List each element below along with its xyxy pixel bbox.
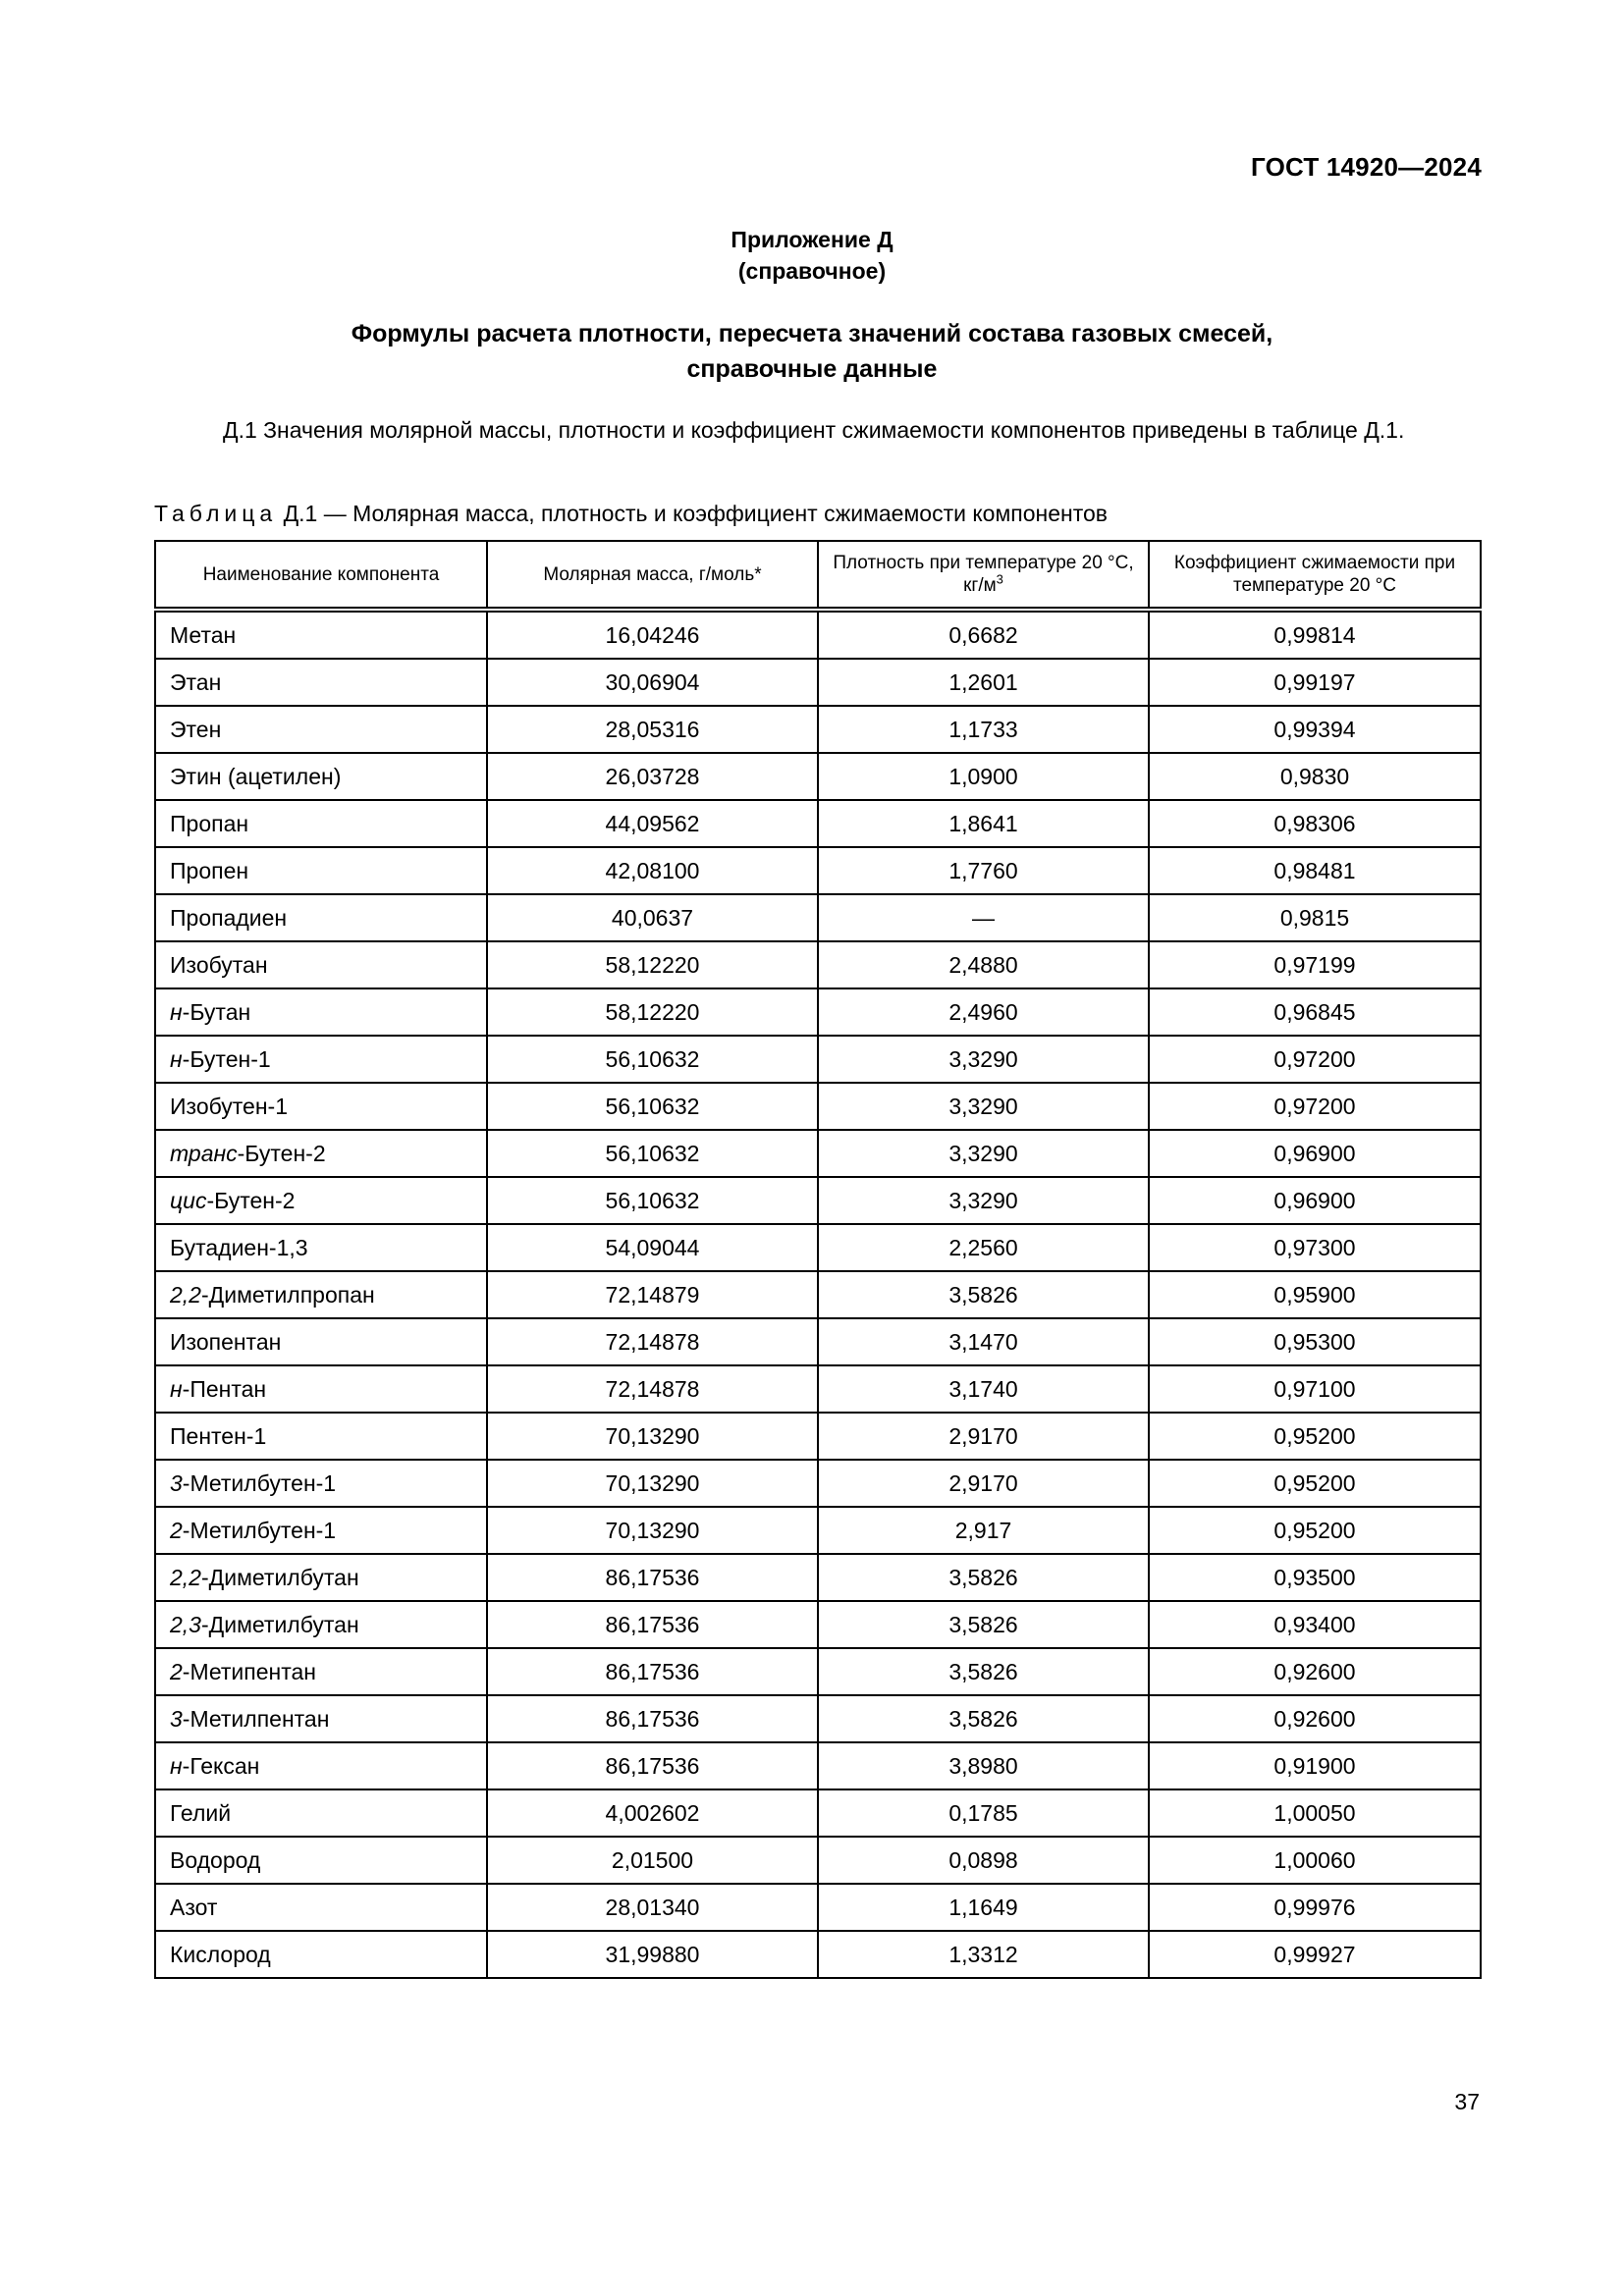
cell-molar-mass: 86,17536 xyxy=(487,1648,818,1695)
component-name-prefix: н xyxy=(170,1752,183,1779)
cell-molar-mass: 86,17536 xyxy=(487,1601,818,1648)
cell-component-name xyxy=(155,1036,487,1083)
table-row xyxy=(155,1884,1481,1931)
cell-component-name xyxy=(155,1507,487,1554)
cell-component-name xyxy=(155,1271,487,1318)
cell-molar-mass: 86,17536 xyxy=(487,1742,818,1789)
cell-molar-mass: 42,08100 xyxy=(487,847,818,894)
cell-component-name xyxy=(155,1554,487,1601)
standard-code: ГОСТ 14920—2024 xyxy=(1251,152,1482,182)
cell-compressibility: 0,98306 xyxy=(1149,800,1481,847)
cell-component-name xyxy=(155,894,487,941)
cell-component-name xyxy=(155,941,487,988)
cell-density: 3,3290 xyxy=(818,1083,1149,1130)
cell-compressibility: 0,95200 xyxy=(1149,1507,1481,1554)
cell-compressibility: 0,92600 xyxy=(1149,1648,1481,1695)
cell-molar-mass: 70,13290 xyxy=(487,1413,818,1460)
cell-component-name xyxy=(155,1083,487,1130)
component-name-text: Изобутен-1 xyxy=(170,1093,288,1119)
table-body xyxy=(155,610,1481,1978)
cell-component-name xyxy=(155,988,487,1036)
component-name-prefix: 2,3 xyxy=(170,1611,201,1637)
component-name-prefix: н xyxy=(170,1375,183,1402)
cell-compressibility: 0,95200 xyxy=(1149,1413,1481,1460)
cell-molar-mass: 72,14879 xyxy=(487,1271,818,1318)
cell-molar-mass: 72,14878 xyxy=(487,1318,818,1365)
cell-compressibility: 0,97300 xyxy=(1149,1224,1481,1271)
cell-density: 0,0898 xyxy=(818,1837,1149,1884)
cell-compressibility: 0,96900 xyxy=(1149,1130,1481,1177)
component-name-text: -Бутан xyxy=(182,998,251,1025)
table-row xyxy=(155,1083,1481,1130)
appendix-heading xyxy=(0,224,1624,287)
cell-component-name xyxy=(155,1365,487,1413)
table-row xyxy=(155,1931,1481,1978)
cell-component-name xyxy=(155,1789,487,1837)
cell-compressibility: 0,99976 xyxy=(1149,1884,1481,1931)
cell-compressibility: 1,00050 xyxy=(1149,1789,1481,1837)
component-name-prefix: 2,2 xyxy=(170,1564,201,1590)
components-table xyxy=(154,540,1482,1979)
cell-compressibility: 0,92600 xyxy=(1149,1695,1481,1742)
cell-compressibility: 0,96845 xyxy=(1149,988,1481,1036)
table-row xyxy=(155,1318,1481,1365)
component-name-text: Пропан xyxy=(170,810,249,836)
header-component-name: Наименование компонента xyxy=(155,541,487,610)
cell-density: 1,0900 xyxy=(818,753,1149,800)
table-row xyxy=(155,988,1481,1036)
component-name-text: -Диметилпропан xyxy=(200,1281,375,1308)
table-row xyxy=(155,1130,1481,1177)
component-name-text: Гелий xyxy=(170,1799,232,1826)
table-row xyxy=(155,1742,1481,1789)
cell-molar-mass: 86,17536 xyxy=(487,1554,818,1601)
cell-density: 1,2601 xyxy=(818,659,1149,706)
component-name-prefix: 2 xyxy=(170,1517,183,1543)
cell-density: 0,6682 xyxy=(818,610,1149,659)
cell-compressibility: 0,95900 xyxy=(1149,1271,1481,1318)
cell-density: 3,8980 xyxy=(818,1742,1149,1789)
cell-compressibility: 0,91900 xyxy=(1149,1742,1481,1789)
cell-compressibility: 0,95200 xyxy=(1149,1460,1481,1507)
table-row xyxy=(155,1837,1481,1884)
section-title xyxy=(0,316,1624,387)
cell-compressibility: 0,93400 xyxy=(1149,1601,1481,1648)
table-row xyxy=(155,1365,1481,1413)
cell-molar-mass: 44,09562 xyxy=(487,800,818,847)
cell-molar-mass: 28,05316 xyxy=(487,706,818,753)
cell-molar-mass: 54,09044 xyxy=(487,1224,818,1271)
table-row xyxy=(155,1695,1481,1742)
component-name-text: -Гексан xyxy=(182,1752,260,1779)
component-name-text: Изопентан xyxy=(170,1328,282,1355)
cell-density: 2,917 xyxy=(818,1507,1149,1554)
cell-density: — xyxy=(818,894,1149,941)
cell-molar-mass: 28,01340 xyxy=(487,1884,818,1931)
component-name-text: -Метилбутен-1 xyxy=(182,1517,337,1543)
cell-component-name xyxy=(155,1742,487,1789)
table-caption-text: Д.1 — Молярная масса, плотность и коэффициент сжимаемости компонентов xyxy=(283,501,1108,526)
cell-molar-mass: 31,99880 xyxy=(487,1931,818,1978)
table-row xyxy=(155,1224,1481,1271)
table-row xyxy=(155,1601,1481,1648)
cell-molar-mass: 70,13290 xyxy=(487,1507,818,1554)
appendix-title: Приложение Д xyxy=(731,227,893,252)
cell-compressibility: 0,9815 xyxy=(1149,894,1481,941)
intro-paragraph: Д.1 Значения молярной массы, плотности и коэффициент сжимаемости компонентов приведены в таблице Д.1. xyxy=(223,417,1405,443)
cell-density: 1,8641 xyxy=(818,800,1149,847)
table-row xyxy=(155,847,1481,894)
cell-molar-mass: 2,01500 xyxy=(487,1837,818,1884)
cell-component-name xyxy=(155,847,487,894)
component-name-text: Пропадиен xyxy=(170,904,288,931)
cell-molar-mass: 56,10632 xyxy=(487,1036,818,1083)
table-caption xyxy=(154,501,1108,527)
cell-density: 2,4960 xyxy=(818,988,1149,1036)
table-row xyxy=(155,706,1481,753)
table-row xyxy=(155,1648,1481,1695)
header-density xyxy=(818,541,1149,610)
cell-density: 3,3290 xyxy=(818,1130,1149,1177)
component-name-prefix: 3 xyxy=(170,1705,183,1732)
table-row xyxy=(155,1789,1481,1837)
cell-density: 1,3312 xyxy=(818,1931,1149,1978)
cell-compressibility: 0,97200 xyxy=(1149,1036,1481,1083)
cell-compressibility: 0,95300 xyxy=(1149,1318,1481,1365)
cell-density: 2,4880 xyxy=(818,941,1149,988)
cell-compressibility: 0,97199 xyxy=(1149,941,1481,988)
cell-compressibility: 0,97200 xyxy=(1149,1083,1481,1130)
cell-density: 2,9170 xyxy=(818,1413,1149,1460)
component-name-text: Кислород xyxy=(170,1941,271,1967)
cell-molar-mass: 40,0637 xyxy=(487,894,818,941)
cell-molar-mass: 30,06904 xyxy=(487,659,818,706)
cell-component-name xyxy=(155,1648,487,1695)
table-row xyxy=(155,659,1481,706)
table-row xyxy=(155,1554,1481,1601)
cell-compressibility: 0,99927 xyxy=(1149,1931,1481,1978)
header-density-exponent: 3 xyxy=(996,571,1003,587)
table-row xyxy=(155,800,1481,847)
component-name-text: -Диметилбутан xyxy=(200,1564,359,1590)
component-name-text: -Бутен-2 xyxy=(237,1140,326,1166)
cell-density: 0,1785 xyxy=(818,1789,1149,1837)
component-name-text: -Диметилбутан xyxy=(200,1611,359,1637)
table-header-row xyxy=(155,541,1481,610)
cell-density: 3,1470 xyxy=(818,1318,1149,1365)
cell-density: 3,5826 xyxy=(818,1648,1149,1695)
cell-density: 3,3290 xyxy=(818,1036,1149,1083)
component-name-text: Пентен-1 xyxy=(170,1422,267,1449)
component-name-text: -Пентан xyxy=(182,1375,267,1402)
component-name-prefix: 2 xyxy=(170,1658,183,1684)
cell-component-name xyxy=(155,753,487,800)
cell-molar-mass: 56,10632 xyxy=(487,1083,818,1130)
component-name-prefix: н xyxy=(170,1045,183,1072)
cell-compressibility: 1,00060 xyxy=(1149,1837,1481,1884)
table-row xyxy=(155,1177,1481,1224)
cell-component-name xyxy=(155,1318,487,1365)
page-number: 37 xyxy=(1454,2089,1480,2114)
cell-component-name xyxy=(155,659,487,706)
component-name-text: Метан xyxy=(170,621,237,648)
appendix-subtitle: (справочное) xyxy=(737,258,887,284)
header-compressibility: Коэффициент сжимаемости при температуре 20 °С xyxy=(1149,541,1481,610)
cell-compressibility: 0,99394 xyxy=(1149,706,1481,753)
cell-compressibility: 0,99197 xyxy=(1149,659,1481,706)
cell-component-name xyxy=(155,1931,487,1978)
section-title-line-2: справочные данные xyxy=(686,355,938,383)
cell-compressibility: 0,99814 xyxy=(1149,610,1481,659)
component-name-prefix: н xyxy=(170,998,183,1025)
cell-component-name xyxy=(155,1413,487,1460)
cell-molar-mass: 86,17536 xyxy=(487,1695,818,1742)
table-row xyxy=(155,610,1481,659)
header-molar-mass: Молярная масса, г/моль* xyxy=(487,541,818,610)
cell-molar-mass: 72,14878 xyxy=(487,1365,818,1413)
cell-molar-mass: 58,12220 xyxy=(487,988,818,1036)
cell-density: 3,5826 xyxy=(818,1554,1149,1601)
cell-molar-mass: 58,12220 xyxy=(487,941,818,988)
cell-molar-mass: 70,13290 xyxy=(487,1460,818,1507)
cell-density: 2,9170 xyxy=(818,1460,1149,1507)
section-title-line-1: Формулы расчета плотности, пересчета значений состава газовых смесей, xyxy=(351,320,1273,347)
component-name-prefix: цис xyxy=(170,1187,207,1213)
cell-component-name xyxy=(155,1884,487,1931)
cell-compressibility: 0,96900 xyxy=(1149,1177,1481,1224)
component-name-text: -Бутен-1 xyxy=(182,1045,271,1072)
cell-component-name xyxy=(155,1130,487,1177)
cell-component-name xyxy=(155,1695,487,1742)
cell-density: 3,3290 xyxy=(818,1177,1149,1224)
component-name-text: -Бутен-2 xyxy=(206,1187,296,1213)
header-density-text: Плотность при температуре 20 °С, кг/м xyxy=(833,553,1134,596)
cell-molar-mass: 4,002602 xyxy=(487,1789,818,1837)
cell-density: 2,2560 xyxy=(818,1224,1149,1271)
component-name-prefix: транс xyxy=(170,1140,238,1166)
cell-density: 1,7760 xyxy=(818,847,1149,894)
table-caption-word: Таблица xyxy=(154,501,278,526)
cell-molar-mass: 56,10632 xyxy=(487,1130,818,1177)
table-row xyxy=(155,1036,1481,1083)
cell-molar-mass: 56,10632 xyxy=(487,1177,818,1224)
table-row xyxy=(155,753,1481,800)
component-name-text: Этан xyxy=(170,668,222,695)
table-row xyxy=(155,941,1481,988)
cell-density: 3,1740 xyxy=(818,1365,1149,1413)
component-name-text: -Метипентан xyxy=(182,1658,316,1684)
component-name-text: -Метилпентан xyxy=(182,1705,330,1732)
component-name-text: Бутадиен-1,3 xyxy=(170,1234,308,1260)
cell-compressibility: 0,93500 xyxy=(1149,1554,1481,1601)
cell-density: 3,5826 xyxy=(818,1271,1149,1318)
component-name-text: Водород xyxy=(170,1846,261,1873)
cell-component-name xyxy=(155,1837,487,1884)
cell-component-name xyxy=(155,1177,487,1224)
cell-compressibility: 0,97100 xyxy=(1149,1365,1481,1413)
cell-component-name xyxy=(155,1601,487,1648)
cell-component-name xyxy=(155,1224,487,1271)
component-name-text: Пропен xyxy=(170,857,249,883)
cell-component-name xyxy=(155,800,487,847)
cell-density: 1,1733 xyxy=(818,706,1149,753)
table-row xyxy=(155,1271,1481,1318)
table-row xyxy=(155,1460,1481,1507)
cell-compressibility: 0,98481 xyxy=(1149,847,1481,894)
component-name-text: -Метилбутен-1 xyxy=(182,1469,337,1496)
table-row xyxy=(155,894,1481,941)
component-name-text: Этин (ацетилен) xyxy=(170,763,342,789)
component-name-text: Изобутан xyxy=(170,951,268,978)
component-name-prefix: 3 xyxy=(170,1469,183,1496)
cell-molar-mass: 16,04246 xyxy=(487,610,818,659)
cell-density: 1,1649 xyxy=(818,1884,1149,1931)
component-name-text: Этен xyxy=(170,716,222,742)
cell-component-name xyxy=(155,1460,487,1507)
cell-compressibility: 0,9830 xyxy=(1149,753,1481,800)
component-name-prefix: 2,2 xyxy=(170,1281,201,1308)
cell-density: 3,5826 xyxy=(818,1601,1149,1648)
cell-density: 3,5826 xyxy=(818,1695,1149,1742)
component-name-text: Азот xyxy=(170,1894,218,1920)
table-row xyxy=(155,1413,1481,1460)
cell-component-name xyxy=(155,706,487,753)
cell-molar-mass: 26,03728 xyxy=(487,753,818,800)
table-row xyxy=(155,1507,1481,1554)
cell-component-name xyxy=(155,610,487,659)
